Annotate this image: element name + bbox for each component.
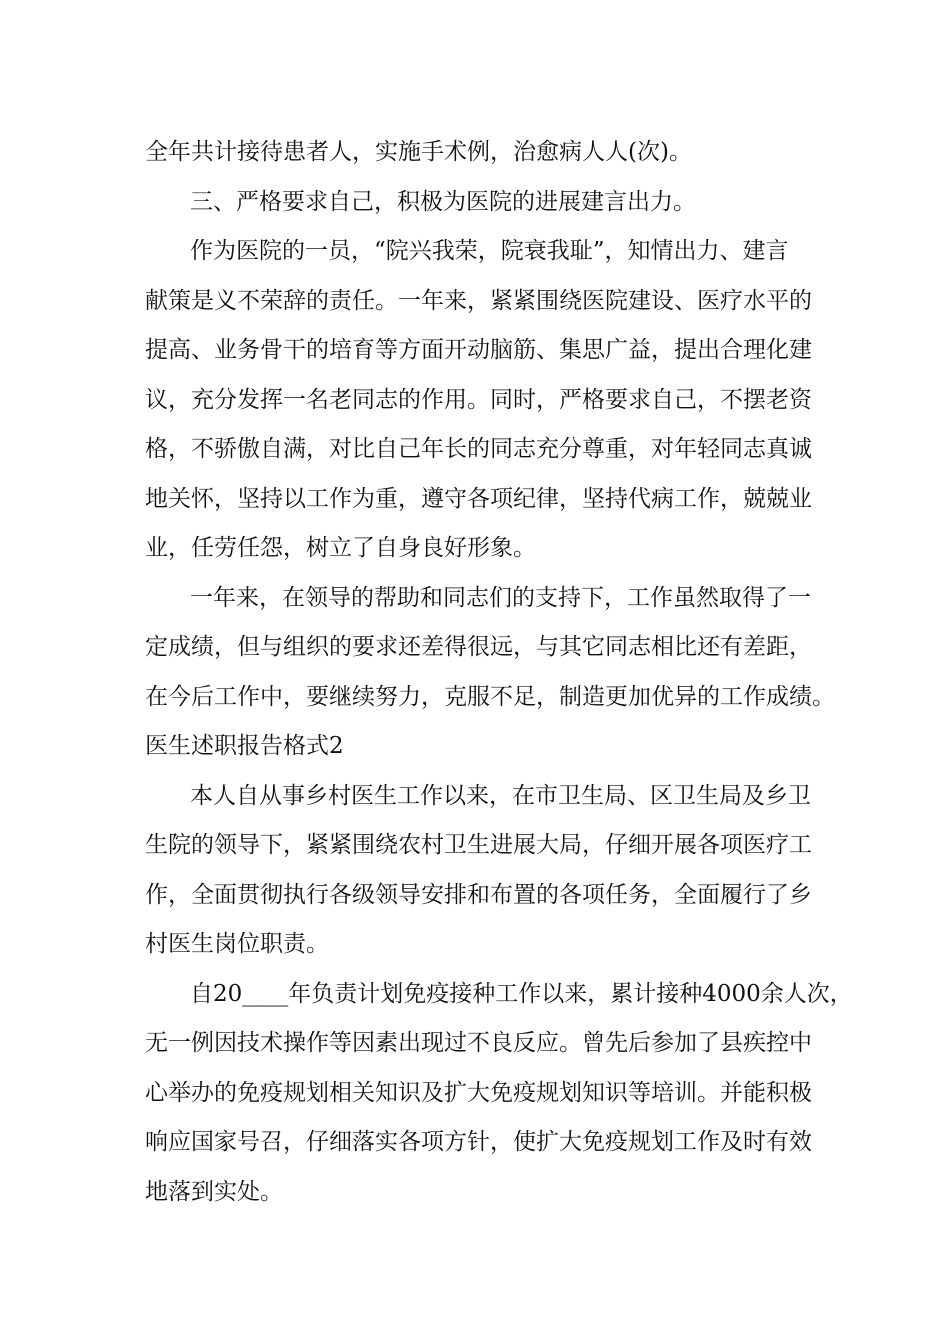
paragraph-line: 心举办的免疫规划相关知识及扩大免疫规划知识等培训。并能积极 (145, 1080, 812, 1106)
paragraph-line: 一年来，在领导的帮助和同志们的支持下，工作虽然取得了一 (190, 585, 811, 611)
paragraph-line: 定成绩，但与组织的要求还差得很远，与其它同志相比还有差距， (145, 634, 812, 660)
document-title: 医生述职报告格式2 (145, 733, 344, 759)
paragraph-line: 地落到实处。 (145, 1179, 283, 1205)
paragraph-line: 本人自从事乡村医生工作以来，在市卫生局、区卫生局及乡卫 (190, 783, 811, 809)
paragraph-line: 在今后工作中，要继续努力，克服不足，制造更加优异的工作成绩。 (145, 684, 835, 710)
paragraph-line: 作，全面贯彻执行各级领导安排和布置的各项任务，全面履行了乡 (145, 882, 812, 908)
paragraph-line: 议，充分发挥一名老同志的作用。同时，严格要求自己，不摆老资 (145, 387, 812, 413)
paragraph-line: 响应国家号召，仔细落实各项方针，使扩大免疫规划工作及时有效 (145, 1129, 812, 1155)
paragraph-line: 生院的领导下，紧紧围绕农村卫生进展大局，仔细开展各项医疗工 (145, 832, 812, 858)
paragraph-line: 献策是义不荣辞的责任。一年来，紧紧围绕医院建设、医疗水平的 (145, 288, 812, 314)
paragraph-line: 格，不骄傲自满，对比自己年长的同志充分尊重，对年轻同志真诚 (145, 436, 812, 462)
paragraph-line: 作为医院的一员，“院兴我荣，院衰我耻”，知情出力、建言 (190, 238, 789, 264)
paragraph-line: 全年共计接待患者人，实施手术例，治愈病人人(次)。 (145, 139, 692, 165)
section-heading: 三、严格要求自己，积极为医院的进展建言出力。 (190, 189, 696, 215)
paragraph-line: 地关怀，坚持以工作为重，遵守各项纪律，坚持代病工作，兢兢业 (145, 486, 812, 512)
paragraph-line: 业，任劳任怨，树立了自身良好形象。 (145, 535, 536, 561)
paragraph-line: 提高、业务骨干的培育等方面开动脑筋、集思广益，提出合理化建 (145, 337, 812, 363)
paragraph-line: 村医生岗位职责。 (145, 931, 329, 957)
paragraph-line: 无一例因技术操作等因素出现过不良反应。曾先后参加了县疾控中 (145, 1030, 812, 1056)
paragraph-line: 自20____年负责计划免疫接种工作以来，累计接种4000余人次， (190, 981, 853, 1007)
